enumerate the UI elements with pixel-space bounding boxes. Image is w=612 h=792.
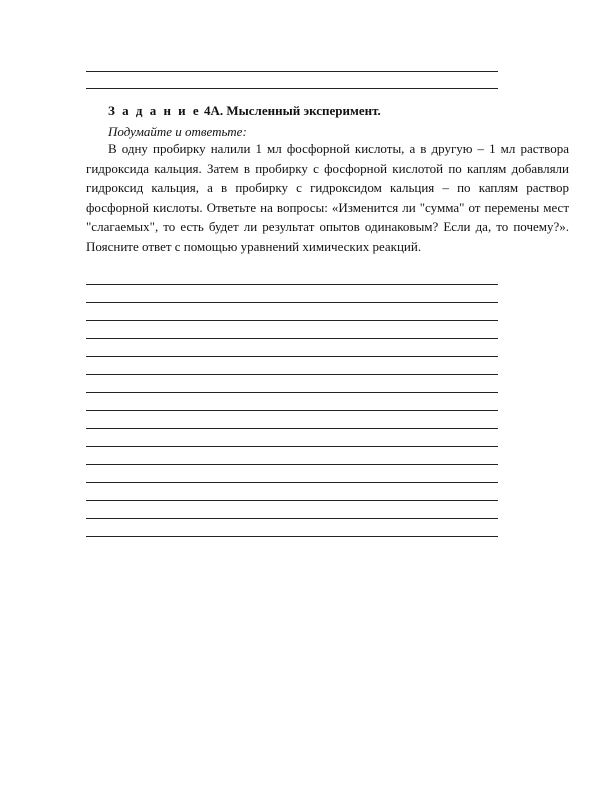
task-title: Мысленный эксперимент. [226,103,381,118]
answer-line [86,500,498,501]
answer-line [86,284,498,285]
answer-line [86,374,498,375]
answer-line [86,410,498,411]
answer-line [86,464,498,465]
task-heading [108,103,381,119]
answer-line [86,392,498,393]
answer-line [86,482,498,483]
answer-line [86,338,498,339]
answer-line [86,536,498,537]
answer-line [86,518,498,519]
task-label: З а д а н и е [108,103,201,118]
answer-line [86,88,498,89]
answer-line [86,428,498,429]
answer-line [86,320,498,321]
task-instruction: Подумайте и ответьте: [108,124,247,139]
answer-line [86,302,498,303]
answer-line [86,446,498,447]
task-body: В одну пробирку налили 1 мл фосфорной кислоты, а в другую – 1 мл раствора гидроксида кальция. Затем в пробирку с фосфорной кислотой по каплям добавляли гидроксид кальция, а в пробирку с гидроксидом кальция – по каплям раствор фосфорной кислоты. Ответьте на вопросы: «Изменится ли "сумма" от перемены мест "слагаемых", то есть будет ли результат опытов одинаковым? Если да, то почему?». Поясните ответ с помощью уравнений химических реакций. [86,141,569,254]
task-number: 4А. [203,103,224,118]
answer-line [86,71,498,72]
answer-line [86,356,498,357]
